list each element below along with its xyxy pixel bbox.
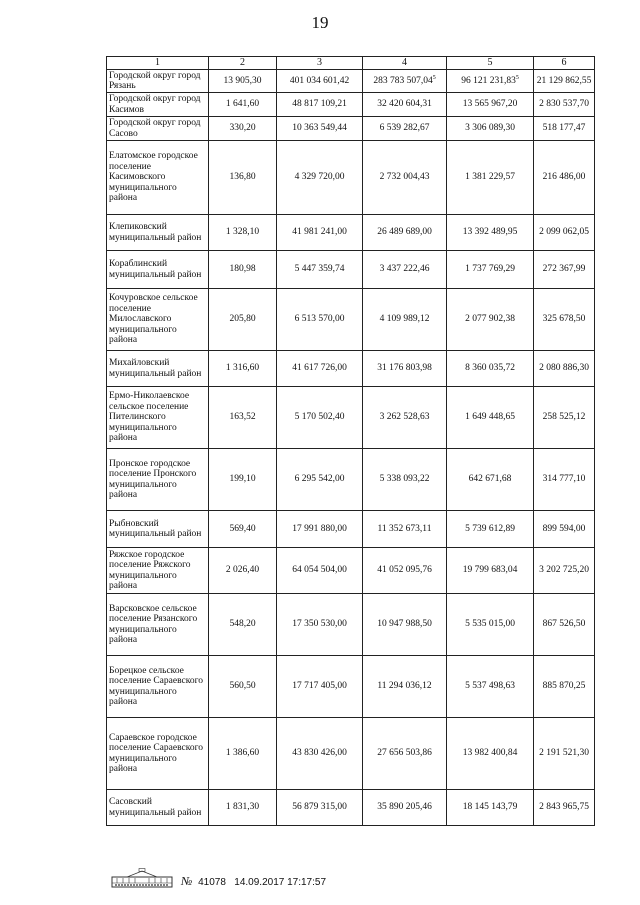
municipality-name: Михайловский муниципальный район bbox=[107, 351, 209, 387]
cell-col5: 2 077 902,38 bbox=[447, 289, 534, 351]
cell-col6: 2 099 062,05 bbox=[534, 215, 595, 251]
column-header: 6 bbox=[534, 57, 595, 70]
cell-col3: 6 513 570,00 bbox=[277, 289, 363, 351]
cell-col3: 10 363 549,44 bbox=[277, 117, 363, 141]
municipality-name: Пронское городское поселение Пронского муниципального района bbox=[107, 449, 209, 511]
page-number: 19 bbox=[311, 13, 329, 32]
municipality-name: Ряжское городское поселение Ряжского муниципального района bbox=[107, 548, 209, 594]
cell-value: 283 783 507,04 bbox=[373, 75, 433, 86]
municipality-name: Рыбновский муниципальный район bbox=[107, 511, 209, 548]
cell-col4: 27 656 503,86 bbox=[363, 718, 447, 790]
cell-col5: 13 982 400,84 bbox=[447, 718, 534, 790]
municipality-name: Борецкое сельское поселение Сараевского муниципального района bbox=[107, 656, 209, 718]
column-header: 2 bbox=[209, 57, 277, 70]
cell-col3: 17 350 530,00 bbox=[277, 594, 363, 656]
cell-col5: 1 737 769,29 bbox=[447, 251, 534, 289]
government-building-stamp-icon bbox=[111, 868, 173, 888]
cell-col3: 41 617 726,00 bbox=[277, 351, 363, 387]
cell-col2: 13 905,30 bbox=[209, 70, 277, 93]
municipality-name: Сараевское городское поселение Сараевского муниципального района bbox=[107, 718, 209, 790]
document-datetime: 14.09.2017 17:17:57 bbox=[234, 877, 327, 888]
cell-col6: 2 830 537,70 bbox=[534, 93, 595, 117]
cell-col2: 136,80 bbox=[209, 141, 277, 215]
cell-col5: 642 671,68 bbox=[447, 449, 534, 511]
table-row bbox=[107, 656, 595, 718]
municipality-name: Кочуровское сельское поселение Милославского муниципального района bbox=[107, 289, 209, 351]
table-row bbox=[107, 351, 595, 387]
cell-col3: 6 295 542,00 bbox=[277, 449, 363, 511]
cell-col5: 5 535 015,00 bbox=[447, 594, 534, 656]
cell-col6: 272 367,99 bbox=[534, 251, 595, 289]
table-row bbox=[107, 387, 595, 449]
cell-col2: 569,40 bbox=[209, 511, 277, 548]
cell-col6: 21 129 862,55 bbox=[534, 70, 595, 93]
municipality-name: Сасовский муниципальный район bbox=[107, 790, 209, 826]
table-header-row bbox=[107, 57, 595, 70]
table-row bbox=[107, 718, 595, 790]
cell-col4: 35 890 205,46 bbox=[363, 790, 447, 826]
cell-value: 96 121 231,83 bbox=[461, 75, 516, 86]
document-registration bbox=[181, 874, 326, 889]
footnote-mark: 5 bbox=[515, 74, 519, 81]
cell-col5: 5 739 612,89 bbox=[447, 511, 534, 548]
municipality-name: Клепиковский муниципальный район bbox=[107, 215, 209, 251]
cell-col6: 3 202 725,20 bbox=[534, 548, 595, 594]
municipality-name: Городской округ город Касимов bbox=[107, 93, 209, 117]
cell-col3: 64 054 504,00 bbox=[277, 548, 363, 594]
cell-col6: 258 525,12 bbox=[534, 387, 595, 449]
cell-col6: 2 080 886,30 bbox=[534, 351, 595, 387]
cell-col4: 32 420 604,31 bbox=[363, 93, 447, 117]
table-row bbox=[107, 70, 595, 93]
cell-col2: 560,50 bbox=[209, 656, 277, 718]
cell-col4: 26 489 689,00 bbox=[363, 215, 447, 251]
cell-col2: 205,80 bbox=[209, 289, 277, 351]
cell-col3: 43 830 426,00 bbox=[277, 718, 363, 790]
cell-col5: 3 306 089,30 bbox=[447, 117, 534, 141]
cell-col3: 401 034 601,42 bbox=[277, 70, 363, 93]
cell-col5: 19 799 683,04 bbox=[447, 548, 534, 594]
cell-col2: 163,52 bbox=[209, 387, 277, 449]
cell-col4: 10 947 988,50 bbox=[363, 594, 447, 656]
table-row bbox=[107, 289, 595, 351]
cell-col6: 518 177,47 bbox=[534, 117, 595, 141]
cell-col2: 1 641,60 bbox=[209, 93, 277, 117]
number-sign: № bbox=[181, 874, 193, 888]
cell-col5: 13 565 967,20 bbox=[447, 93, 534, 117]
cell-col6: 2 843 965,75 bbox=[534, 790, 595, 826]
column-header: 5 bbox=[447, 57, 534, 70]
cell-col2: 199,10 bbox=[209, 449, 277, 511]
cell-col4: 41 052 095,76 bbox=[363, 548, 447, 594]
municipality-name: Городской округ город Сасово bbox=[107, 117, 209, 141]
cell-col2: 1 831,30 bbox=[209, 790, 277, 826]
cell-col5 bbox=[447, 70, 534, 93]
cell-col5: 8 360 035,72 bbox=[447, 351, 534, 387]
column-header: 4 bbox=[363, 57, 447, 70]
municipality-name: Елатомское городское поселение Касимовского муниципального района bbox=[107, 141, 209, 215]
municipality-name: Кораблинский муниципальный район bbox=[107, 251, 209, 289]
cell-col6: 216 486,00 bbox=[534, 141, 595, 215]
document-number: 41078 bbox=[198, 877, 226, 888]
cell-col2: 330,20 bbox=[209, 117, 277, 141]
column-header: 1 bbox=[107, 57, 209, 70]
cell-col4: 4 109 989,12 bbox=[363, 289, 447, 351]
cell-col2: 1 386,60 bbox=[209, 718, 277, 790]
cell-col2: 180,98 bbox=[209, 251, 277, 289]
cell-col5: 1 381 229,57 bbox=[447, 141, 534, 215]
municipality-name: Городской округ город Рязань bbox=[107, 70, 209, 93]
cell-col3: 5 447 359,74 bbox=[277, 251, 363, 289]
cell-col5: 5 537 498,63 bbox=[447, 656, 534, 718]
municipality-name: Ермо-Николаевское сельское поселение Пителинского муниципального района bbox=[107, 387, 209, 449]
table-row bbox=[107, 117, 595, 141]
cell-col3: 41 981 241,00 bbox=[277, 215, 363, 251]
cell-col2: 1 328,10 bbox=[209, 215, 277, 251]
cell-col6: 325 678,50 bbox=[534, 289, 595, 351]
column-header: 3 bbox=[277, 57, 363, 70]
cell-col3: 4 329 720,00 bbox=[277, 141, 363, 215]
footnote-mark: 5 bbox=[432, 74, 436, 81]
cell-col3: 17 717 405,00 bbox=[277, 656, 363, 718]
cell-col4 bbox=[363, 70, 447, 93]
cell-col3: 48 817 109,21 bbox=[277, 93, 363, 117]
table-row bbox=[107, 449, 595, 511]
table-row bbox=[107, 511, 595, 548]
cell-col4: 31 176 803,98 bbox=[363, 351, 447, 387]
table-row bbox=[107, 93, 595, 117]
cell-col2: 548,20 bbox=[209, 594, 277, 656]
municipality-name: Варсковское сельское поселение Рязанского муниципального района bbox=[107, 594, 209, 656]
cell-col4: 2 732 004,43 bbox=[363, 141, 447, 215]
cell-col6: 314 777,10 bbox=[534, 449, 595, 511]
cell-col5: 13 392 489,95 bbox=[447, 215, 534, 251]
table-row bbox=[107, 141, 595, 215]
cell-col5: 18 145 143,79 bbox=[447, 790, 534, 826]
table-row bbox=[107, 594, 595, 656]
cell-col6: 885 870,25 bbox=[534, 656, 595, 718]
cell-col4: 11 294 036,12 bbox=[363, 656, 447, 718]
cell-col2: 2 026,40 bbox=[209, 548, 277, 594]
table-row bbox=[107, 251, 595, 289]
cell-col3: 5 170 502,40 bbox=[277, 387, 363, 449]
cell-col3: 17 991 880,00 bbox=[277, 511, 363, 548]
cell-col4: 3 262 528,63 bbox=[363, 387, 447, 449]
cell-col4: 5 338 093,22 bbox=[363, 449, 447, 511]
cell-col6: 2 191 521,30 bbox=[534, 718, 595, 790]
cell-col3: 56 879 315,00 bbox=[277, 790, 363, 826]
cell-col6: 899 594,00 bbox=[534, 511, 595, 548]
cell-col2: 1 316,60 bbox=[209, 351, 277, 387]
table-row bbox=[107, 790, 595, 826]
data-table bbox=[106, 56, 595, 826]
cell-col4: 6 539 282,67 bbox=[363, 117, 447, 141]
table-row bbox=[107, 215, 595, 251]
cell-col4: 3 437 222,46 bbox=[363, 251, 447, 289]
cell-col6: 867 526,50 bbox=[534, 594, 595, 656]
cell-col4: 11 352 673,11 bbox=[363, 511, 447, 548]
table-row bbox=[107, 548, 595, 594]
cell-col5: 1 649 448,65 bbox=[447, 387, 534, 449]
